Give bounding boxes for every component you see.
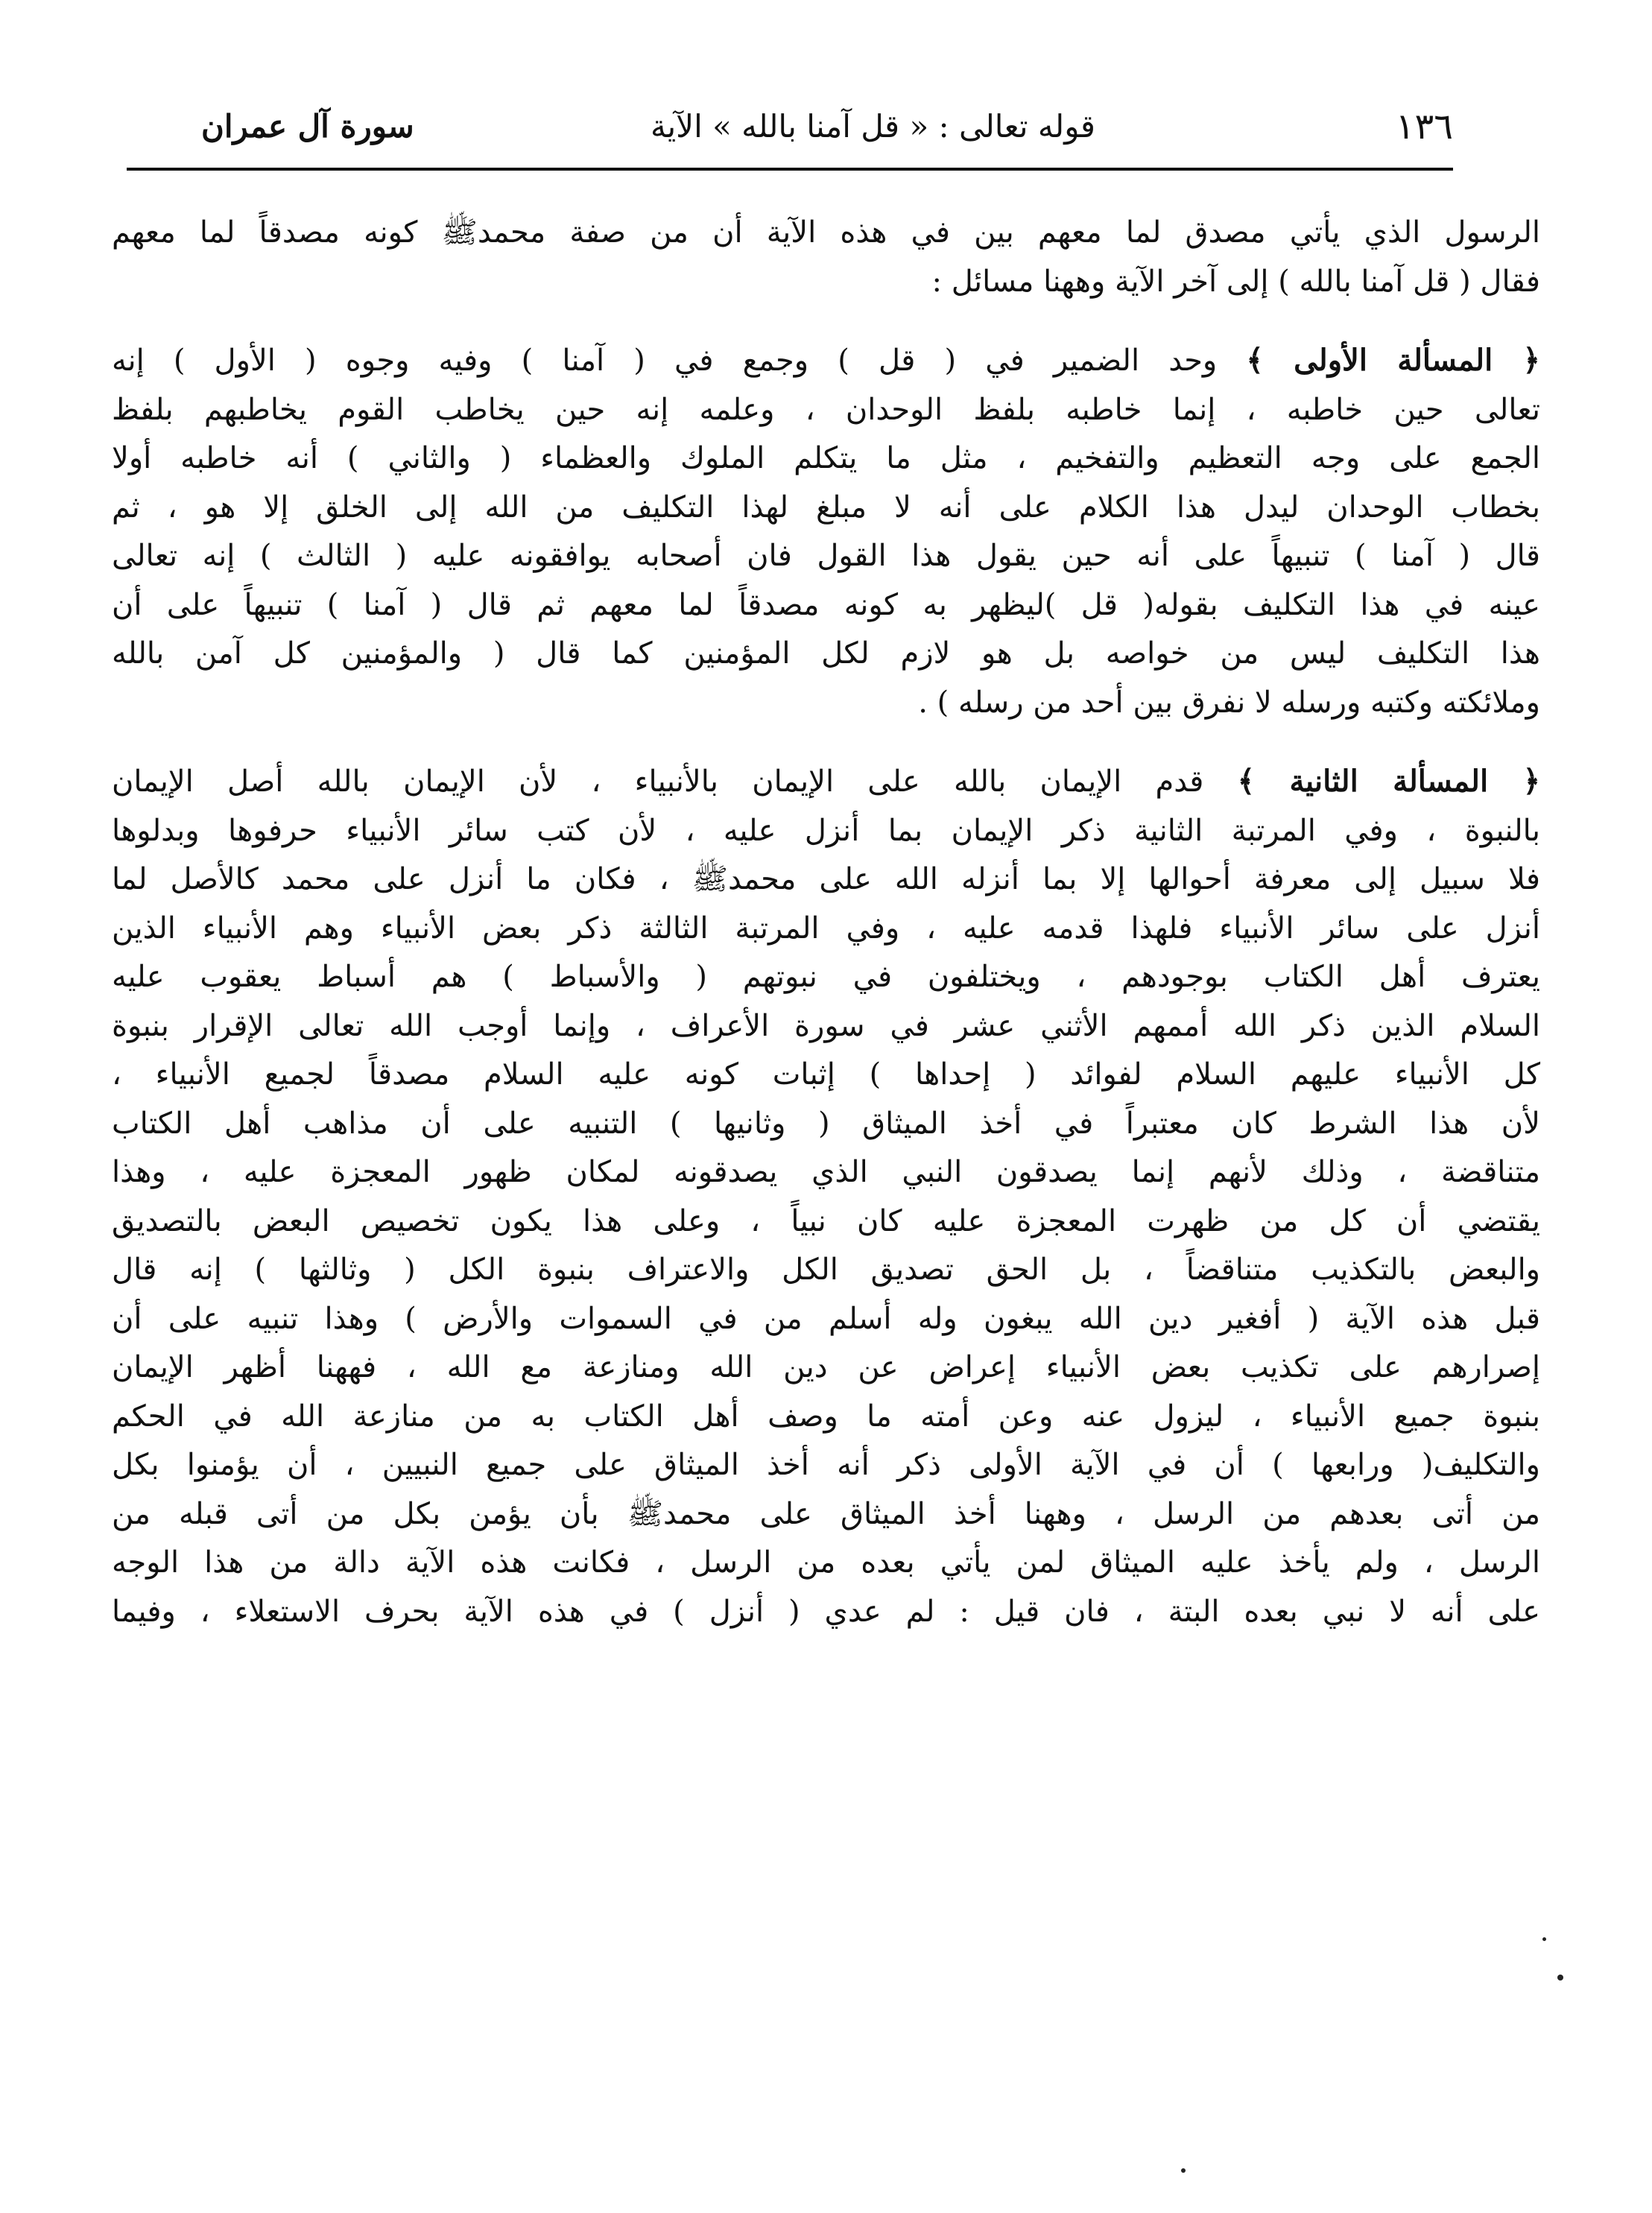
text-line: متناقضة ، وذلك لأنهم إنما يصدقون النبي الذي يصدقونه لمكان ظهور المعجزة عليه ، وهذا [112, 1155, 1540, 1189]
paragraph-second-question [112, 757, 1540, 1636]
text-line: من أتى بعدهم من الرسل ، وههنا أخذ الميثاق على محمدﷺ بأن يؤمن بكل من أتى قبله من [112, 1496, 1540, 1531]
text-line: على أنه لا نبي بعده البتة ، فان قيل : لم عدي ( أنزل ) في هذه الآية بحرف الاستعلاء ، وفيما [112, 1594, 1540, 1629]
text-line [112, 336, 1540, 386]
section-heading: ﴿ المسألة الثانية ﴾ [1237, 764, 1541, 799]
text-line: أنزل على سائر الأنبياء فلهذا قدمه عليه ، وفي المرتبة الثالثة ذكر بعض الأنبياء وهم الأنبياء الذين [112, 911, 1540, 946]
text-line: والتكليف( ورابعها ) أن في الآية الأولى ذكر أنه أخذ الميثاق على جميع النبيين ، أن يؤمنوا بكل [112, 1448, 1540, 1482]
page-header [127, 97, 1453, 156]
text-line: وملائكته وكتبه ورسله لا نفرق بين أحد من رسله ) . [918, 685, 1540, 720]
text-line-content: وحد الضمير في ( قل ) وجمع في ( آمنا ) وفيه وجوه ( الأول ) إنه [112, 343, 1218, 378]
paragraph-intro [112, 209, 1540, 306]
text-line: تعالى حين خاطبه ، إنما خاطبه بلفظ الوحدان ، وعلمه إنه حين يخاطب القوم يخاطبهم بلفظ [112, 392, 1540, 427]
paragraph-first-question [112, 336, 1540, 727]
text-line: السلام الذين ذكر الله أممهم الأثني عشر في سورة الأعراف ، وإنما أوجب الله تعالى الإقرار بنبوة [112, 1008, 1540, 1043]
text-line: فلا سبيل إلى معرفة أحوالها إلا بما أنزله الله على محمدﷺ ، فكان ما أنزل على محمد كالأصل لما [112, 862, 1540, 896]
text-line: بنبوة جميع الأنبياء ، ليزول عنه وعن أمته ما وصف أهل الكتاب به من منازعة الله في الحكم [112, 1399, 1540, 1434]
text-line: إصرارهم على تكذيب بعض الأنبياء إعراض عن دين الله ومنازعة مع الله ، فههنا أظهر الإيمان [112, 1350, 1540, 1384]
header-divider [127, 168, 1453, 171]
surah-name: سورة آل عمران [201, 108, 414, 145]
text-line: لأن هذا الشرط كان معتبراً في أخذ الميثاق ( وثانيها ) التنبيه على أن مذاهب أهل الكتاب [112, 1106, 1540, 1141]
text-line: الرسول الذي يأتي مصدق لما معهم بين في هذه الآية أن من صفة محمدﷺ كونه مصدقاً لما معهم [112, 215, 1540, 250]
page-number: ١٣٦ [1395, 106, 1453, 148]
text-line-content: قدم الإيمان بالله على الإيمان بالأنبياء ، لأن الإيمان بالله أصل الإيمان [112, 764, 1204, 799]
text-line: فقال ( قل آمنا بالله ) إلى آخر الآية وههنا مسائل : [931, 264, 1540, 299]
scan-speck [1557, 1975, 1563, 1981]
text-line: عينه في هذا التكليف بقوله( قل )ليظهر به كونه مصدقاً لما معهم ثم قال ( آمنا ) تنبيهاً على أن [112, 587, 1540, 622]
text-line: الجمع على وجه التعظيم والتفخيم ، مثل ما يتكلم الملوك والعظماء ( والثاني ) أنه خاطبه أولا [112, 441, 1540, 475]
text-line [112, 757, 1540, 807]
text-line: قبل هذه الآية ( أفغير دين الله يبغون وله أسلم من في السموات والأرض ) وهذا تنبيه على أن [112, 1301, 1540, 1336]
text-line: هذا التكليف ليس من خواصه بل هو لازم لكل المؤمنين كما قال ( والمؤمنين كل آمن بالله [112, 636, 1540, 671]
text-line: بخطاب الوحدان ليدل هذا الكلام على أنه لا مبلغ لهذا التكليف من الله إلى الخلق إلا هو ، ثم [112, 490, 1540, 525]
text-line: يعترف أهل الكتاب بوجودهم ، ويختلفون في نبوتهم ( والأسباط ) هم أسباط يعقوب عليه [112, 960, 1540, 994]
section-heading: ﴿ المسألة الأولى ﴾ [1246, 343, 1540, 378]
scan-speck [1542, 1937, 1546, 1941]
text-line: بالنبوة ، وفي المرتبة الثانية ذكر الإيمان بما أنزل عليه ، لأن كتب سائر الأنبياء حرفوها وبدلوها [112, 813, 1540, 848]
text-line: يقتضي أن كل من ظهرت المعجزة عليه كان نبياً ، وعلى هذا يكون تخصيص البعض بالتصديق [112, 1203, 1540, 1238]
text-line: والبعض بالتكذيب متناقضاً ، بل الحق تصديق الكل والاعتراف بنبوة الكل ( وثالثها ) إنه قال [112, 1253, 1540, 1287]
text-line: قال ( آمنا ) تنبيهاً على أنه حين يقول هذا القول فان أصحابه يوافقونه عليه ( الثالث ) إنه تعالى [112, 539, 1540, 573]
text-line: الرسل ، ولم يأخذ عليه الميثاق لمن يأتي بعده من الرسل ، فكانت هذه الآية دالة من هذا الوجه [112, 1545, 1540, 1580]
page-body [112, 209, 1540, 1636]
scan-speck [1181, 2168, 1186, 2173]
running-title: قوله تعالى : « قل آمنا بالله » الآية [650, 108, 1095, 145]
text-line: كل الأنبياء عليهم السلام لفوائد ( إحداها ) إثبات كونه عليه السلام مصدقاً لجميع الأنبياء ، [112, 1057, 1540, 1092]
